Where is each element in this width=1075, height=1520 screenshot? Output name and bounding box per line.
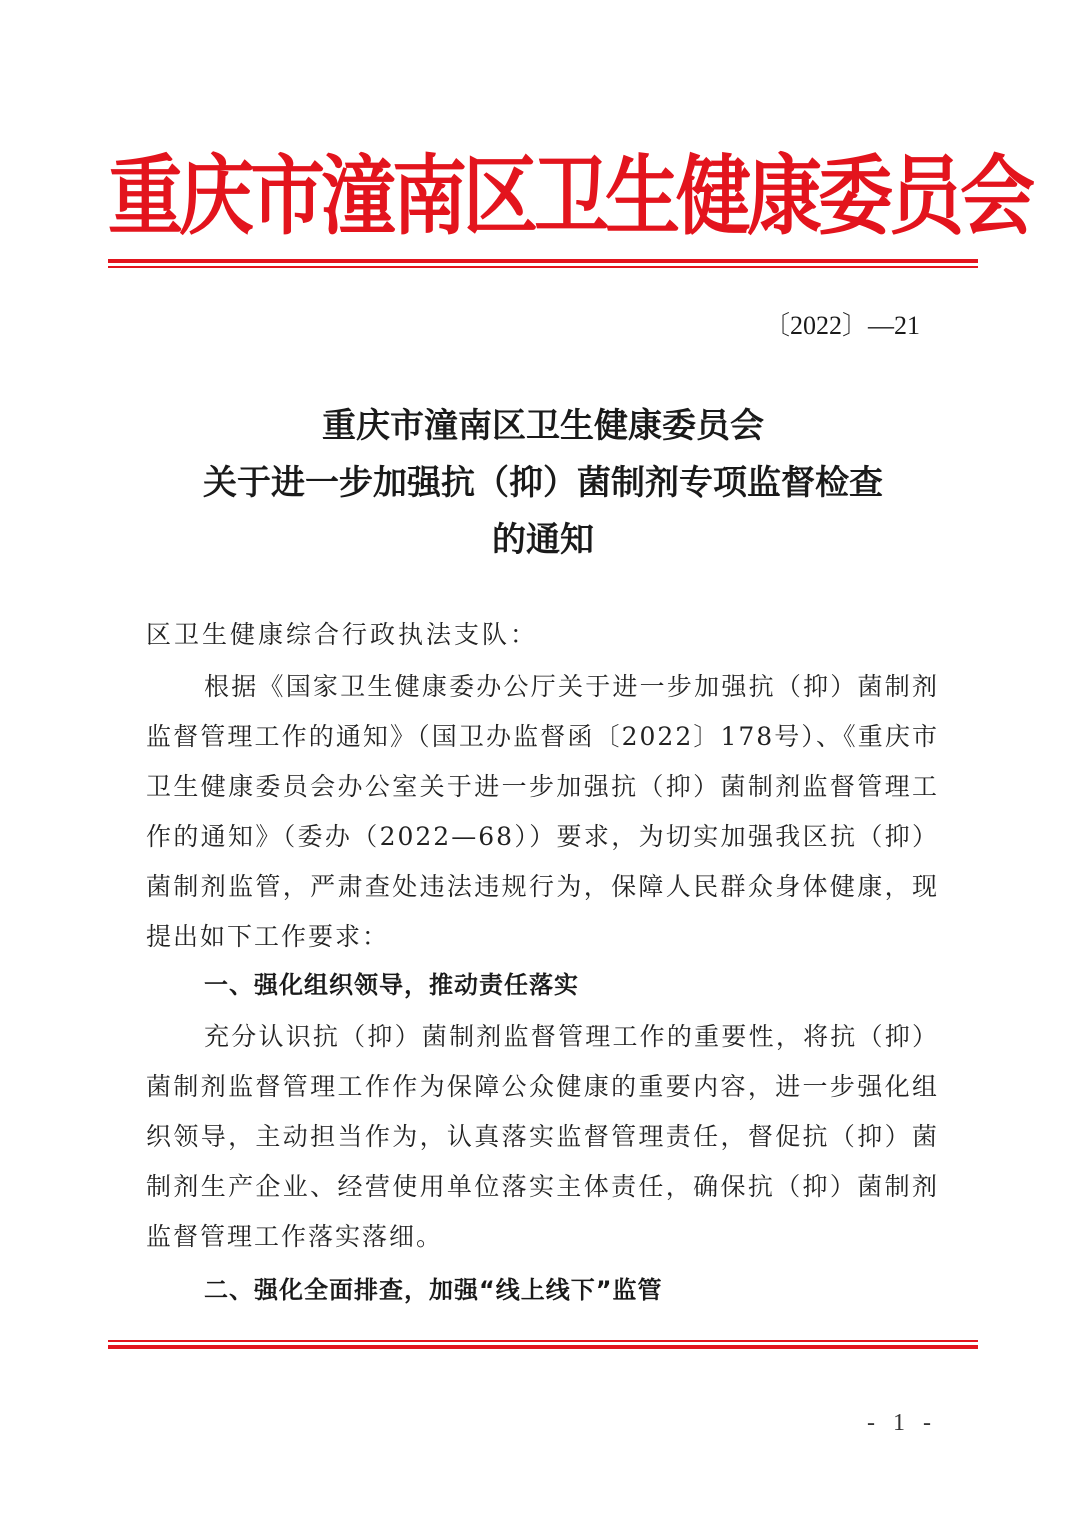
section-heading-1: 一、强化组织领导，推动责任落实 [204,971,579,999]
title-line-1: 重庆市潼南区卫生健康委员会 [322,406,764,446]
title-line-3: 的通知 [492,520,594,560]
section-heading-2: 二、强化全面排查，加强“线上线下”监管 [204,1276,663,1304]
title-line-2: 关于进一步加强抗（抑）菌制剂专项监督检查 [203,463,883,503]
masthead-rule-thin [108,266,978,268]
addressee: 区卫生健康综合行政执法支队： [146,620,539,649]
document-number: 〔2022〕—21 [763,311,920,340]
document-title [108,398,978,569]
footer-rule-thin [108,1340,978,1342]
body-paragraph-2: 充分认识抗（抑）菌制剂监督管理工作的重要性，将抗（抑）菌制剂监督管理工作作为保障公众健康的重要内容，进一步强化组织领导，主动担当作为，认真落实监督管理责任，督促抗（抑）菌制剂生产企业、经营使用单位落实主体责任，确保抗（抑）菌制剂监督管理工作落实落细。 [146,1022,939,1251]
footer-rule-thick [108,1345,978,1349]
masthead-rule-thick [108,259,978,263]
body-paragraph-1: 根据《国家卫生健康委办公厅关于进一步加强抗（抑）菌制剂监督管理工作的通知》（国卫办监督函〔2022〕178号）、《重庆市卫生健康委员会办公室关于进一步加强抗（抑）菌制剂监督管理工作的通知》（委办（2022—68））要求，为切实加强我区抗（抑）菌制剂监管，严肃查处违法违规行为，保障人民群众身体健康，现提出如下工作要求： [146,672,939,951]
page-number: - 1 - [867,1410,937,1436]
masthead-agency-name: 重庆市潼南区卫生健康委员会 [108,145,1032,247]
